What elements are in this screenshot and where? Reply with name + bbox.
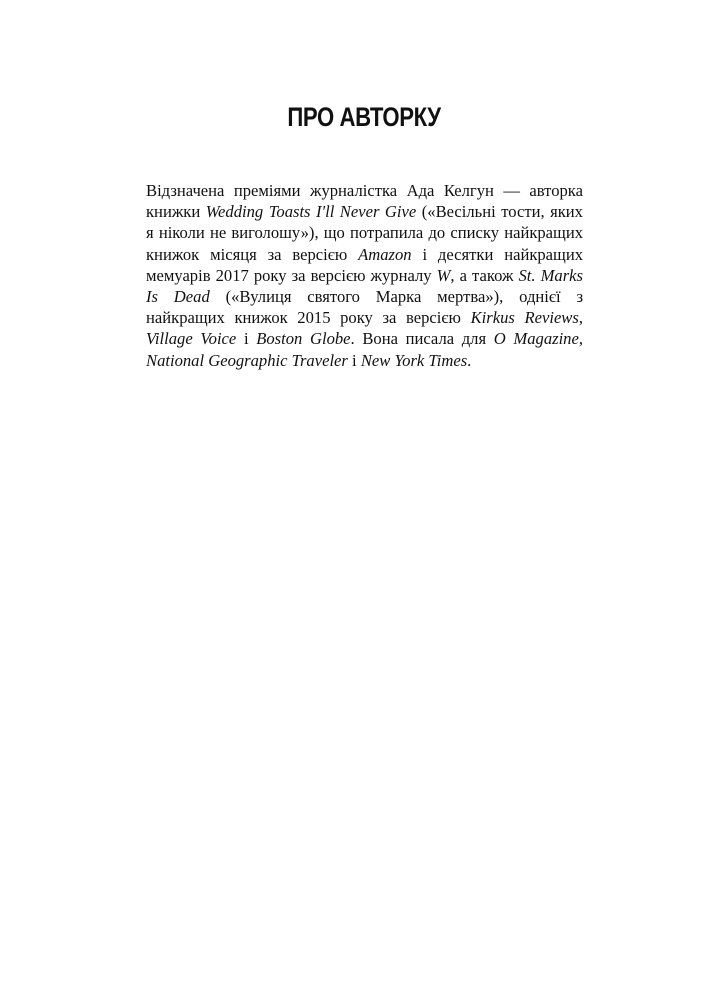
publication-o-magazine: O Magazine (493, 329, 579, 349)
publication-nat-geo-traveler: National Geographic Traveler (146, 350, 348, 370)
bio-text: , (578, 329, 584, 349)
publication-village-voice: Village Voice (146, 329, 237, 349)
bio-text: і (236, 329, 257, 349)
publication-boston-globe: Boston Globe (256, 329, 351, 349)
bio-text: («Весільні тости, яких я ніколи не виголошу»), що потрапила до списку найкращих книжок місяця за версією (146, 202, 583, 264)
bio-text: , а також (450, 265, 519, 285)
bio-text: і (347, 350, 361, 370)
bio-text: . (467, 350, 472, 370)
bio-text: і десятки найкращих мемуарів 2017 року за версією журналу (146, 244, 584, 285)
publication-kirkus: Kirkus Reviews (470, 308, 579, 328)
publication-w: W (436, 265, 451, 285)
bio-text: Відзначена преміями журналістка Ада Келгун — авторка книжки (146, 181, 583, 222)
book-title-wedding-toasts: Wedding Toasts I'll Never Give (205, 202, 417, 222)
bio-text: , (578, 308, 583, 328)
author-bio-paragraph (146, 180, 583, 371)
book-title-st-marks: St. Marks Is Dead (146, 265, 583, 307)
bio-text: («Вулиця святого Марка мертва»), однієї з найкращих книжок 2015 року за версією (146, 287, 583, 328)
publication-ny-times: New York Times (360, 350, 468, 370)
publication-amazon: Amazon (358, 244, 412, 264)
bio-text: . Вона писала для (350, 329, 494, 349)
page-title: ПРО АВТОРКУ (287, 102, 441, 132)
